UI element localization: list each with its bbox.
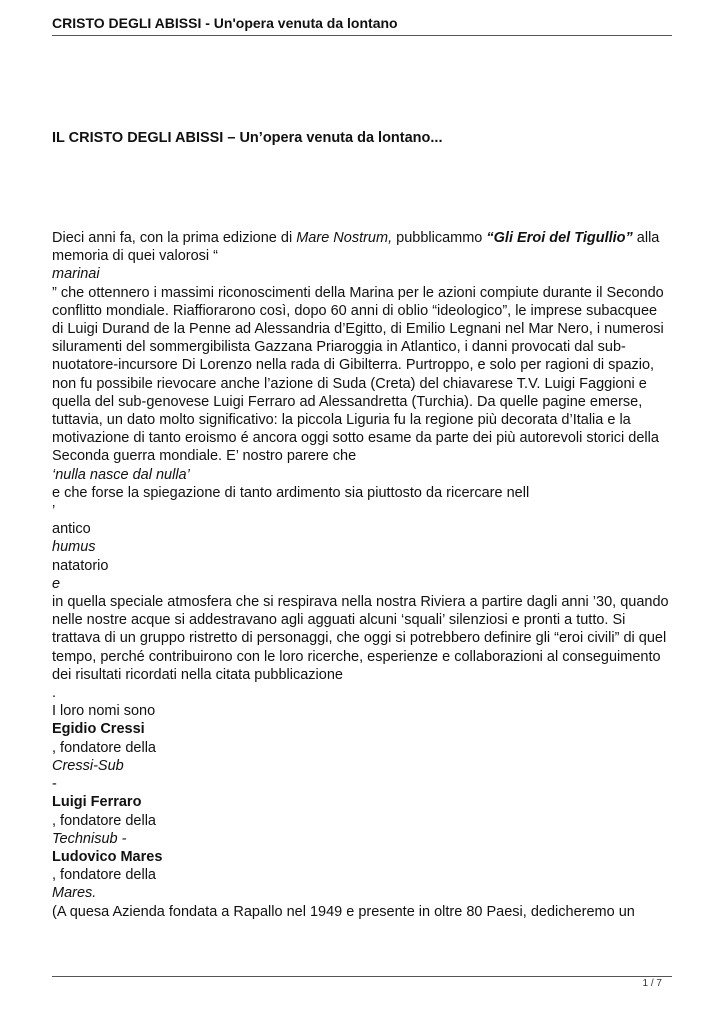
founder-role-mares: , fondatore della — [52, 867, 156, 884]
e-line: e — [52, 575, 61, 592]
intro-paragraph — [52, 229, 672, 265]
intro-text-3: alla memoria di quei valorosi “ — [52, 230, 660, 265]
riviera-paragraph: in quella speciale atmosfera che si respirava nella nostra Riviera a partire dagli anni ’30, quando nelle nostre acque si addestravano agli agguati alcuni ‘squali’ silenziosi e pronti a tutto. Si trattava di un gruppo ristretto di personaggi, che oggi si potrebbero definire gli “eroi civili” di quel tempo, perché contribuirono con le loro ricerche, esperienze e collaborazioni al conseguimento dei risultati ricordati nella citata pubblicazione — [52, 594, 669, 683]
intro-text-2: pubblicammo — [392, 230, 487, 246]
explanation-line: e che forse la spiegazione di tanto ardimento sia piuttosto da ricercare nell — [52, 484, 530, 501]
history-paragraph: ” che ottennero i massimi riconoscimenti della Marina per le azioni compiute durante il Secondo conflitto mondiale. Riaffiorarono così, dopo 60 anni di oblio “ideologico”, le imprese subacquee di Luigi Durand de la Penne ad Alessandria d’Egitto, di Emilio Legnani nel Mar Nero, i numerosi siluramenti del sommergibilista Gazzana Priaroggia in Atlantico, i danni provocati dal sub-nuotatore-incursore Di Lorenzo nella rada di Gibilterra. Purtroppo, e solo per ragioni di spazio, non fu possibile rievocare anche l’azione di Suda (Creta) del chiavarese T.V. Luigi Faggioni e quella del sub-genovese Luigi Ferraro ad Alessandretta (Turchia). Da quelle pagine emerse, tuttavia, un dato molto significativo: la piccola Liguria fu la regione più decorata d’Italia e la motivazione di tanto eroismo é ancora oggi sotto esame da parte dei più autorevoli storici della Seconda guerra mondiale. E’ nostro parere che — [52, 284, 664, 465]
founder-role-ferraro: , fondatore della — [52, 812, 156, 829]
closing-line: (A quesa Azienda fondata a Rapallo nel 1949 e presente in oltre 80 Paesi, dedicheremo un — [52, 903, 635, 920]
names-intro: I loro nomi sono — [52, 703, 156, 720]
intro-text: Dieci anni fa, con la prima edizione di — [52, 230, 297, 246]
company-technisub: Technisub - — [52, 830, 127, 847]
separator-dash: - — [52, 776, 57, 793]
header-divider — [52, 35, 672, 36]
marinai-line: marinai — [52, 266, 100, 283]
founder-role-cressi: , fondatore della — [52, 739, 156, 756]
publication-title: “Gli Eroi del Tigullio” — [486, 230, 633, 246]
founder-name-cressi: Egidio Cressi — [52, 721, 145, 738]
quote-line: ‘nulla nasce dal nulla’ — [52, 466, 190, 483]
magazine-name: Mare Nostrum, — [296, 230, 393, 246]
article-body — [52, 229, 672, 921]
apostrophe-line: ’ — [52, 503, 56, 520]
running-header: CRISTO DEGLI ABISSI - Un'opera venuta da lontano — [52, 15, 398, 31]
antico-line: antico — [52, 521, 91, 538]
dot-line: . — [52, 685, 57, 702]
company-mares: Mares. — [52, 885, 97, 902]
natatorio-line: natatorio — [52, 557, 109, 574]
page-number: 1 / 7 — [642, 978, 662, 989]
document-title: IL CRISTO DEGLI ABISSI – Un’opera venuta da lontano... — [52, 130, 443, 146]
founder-name-mares: Ludovico Mares — [52, 848, 163, 865]
founder-name-ferraro: Luigi Ferraro — [52, 794, 142, 811]
humus-line: humus — [52, 539, 96, 556]
company-cressi-sub: Cressi-Sub — [52, 757, 124, 774]
